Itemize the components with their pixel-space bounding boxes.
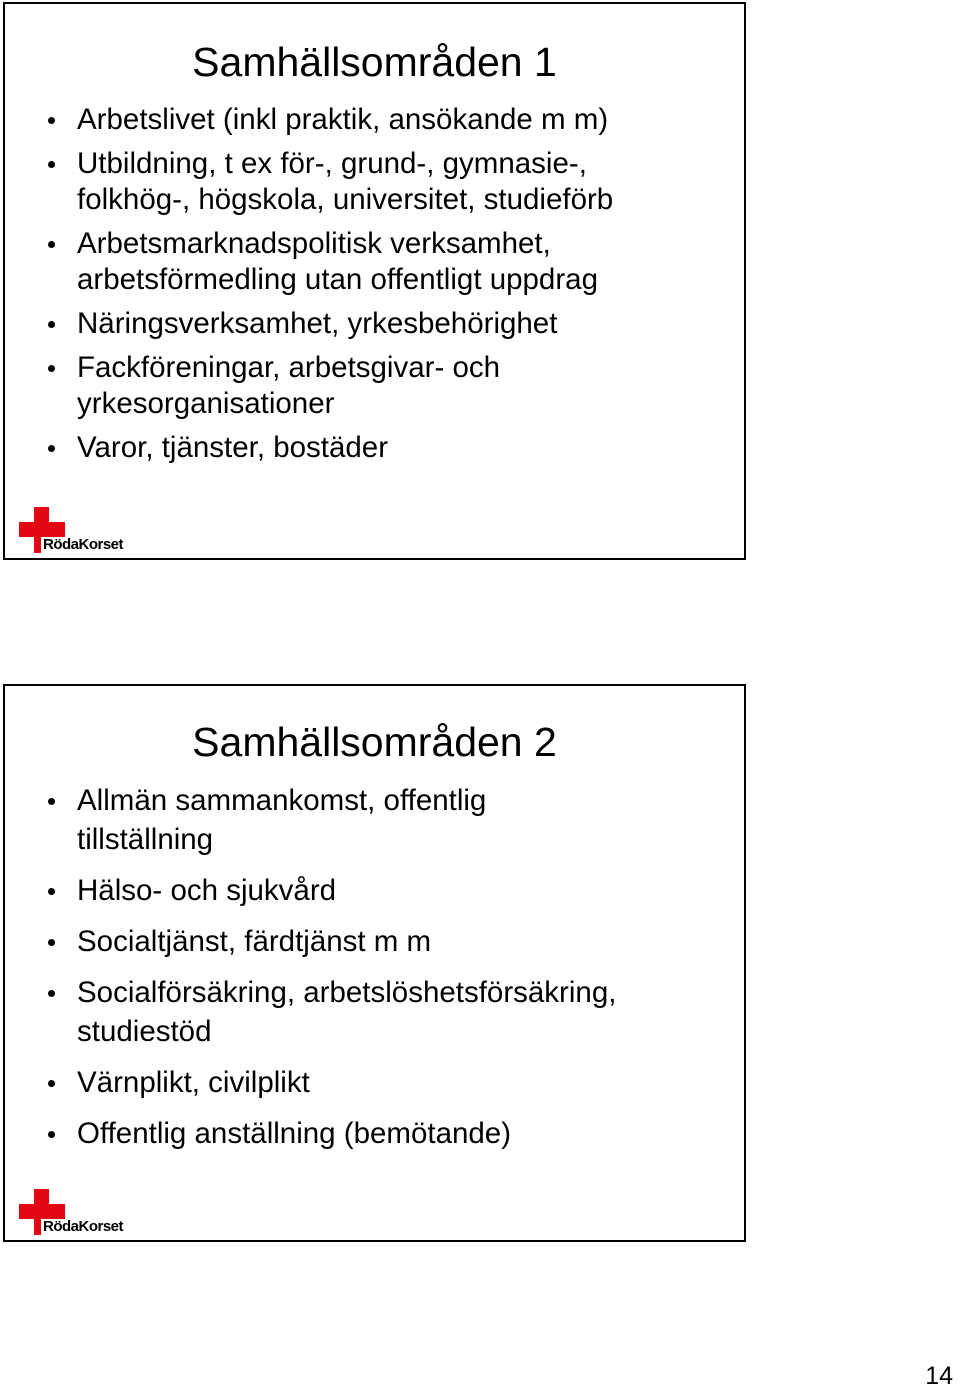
page-number: 14 <box>925 1362 953 1390</box>
bullet-icon <box>48 445 55 452</box>
list-item <box>5 226 744 298</box>
bullet-text: Socialtjänst, färdtjänst m m <box>77 925 432 958</box>
red-cross-logo <box>19 507 149 553</box>
list-item <box>5 973 744 1051</box>
bullet-text: Hälso- och sjukvård <box>77 874 337 907</box>
list-item <box>5 922 744 961</box>
slide-title: Samhällsområden 2 <box>192 719 557 765</box>
logo-text: RödaKorset <box>43 1218 124 1235</box>
bullet-icon <box>48 888 55 895</box>
bullet-icon <box>48 241 55 248</box>
bullet-list <box>5 781 744 1165</box>
bullet-text: Arbetsmarknadspolitisk verksamhet, arbetsförmedling utan offentligt uppdrag <box>77 227 598 296</box>
bullet-text: Värnplikt, civilplikt <box>77 1066 310 1099</box>
bullet-icon <box>48 365 55 372</box>
bullet-text: Allmän sammankomst, offentlig tillställning <box>77 784 487 856</box>
bullet-icon <box>48 939 55 946</box>
list-item <box>5 102 744 138</box>
bullet-text: Varor, tjänster, bostäder <box>77 431 389 464</box>
list-item <box>5 306 744 342</box>
bullet-icon <box>48 990 55 997</box>
slide-1 <box>3 2 746 560</box>
bullet-text: Fackföreningar, arbetsgivar- och yrkesorganisationer <box>77 351 501 420</box>
bullet-icon <box>48 1080 55 1087</box>
list-item <box>5 350 744 422</box>
list-item <box>5 1063 744 1102</box>
slide-title: Samhällsområden 1 <box>192 39 557 85</box>
list-item <box>5 430 744 466</box>
list-item <box>5 146 744 218</box>
bullet-icon <box>48 798 55 805</box>
list-item <box>5 781 744 859</box>
bullet-icon <box>48 161 55 168</box>
bullet-icon <box>48 1131 55 1138</box>
bullet-text: Offentlig anställning (bemötande) <box>77 1117 512 1150</box>
bullet-icon <box>48 321 55 328</box>
slide-2 <box>3 684 746 1242</box>
red-cross-logo <box>19 1189 149 1235</box>
bullet-list <box>5 102 744 474</box>
logo-text: RödaKorset <box>43 536 124 553</box>
bullet-text: Arbetslivet (inkl praktik, ansökande m m) <box>77 103 609 136</box>
list-item <box>5 1114 744 1153</box>
bullet-icon <box>48 117 55 124</box>
list-item <box>5 871 744 910</box>
bullet-text: Utbildning, t ex för-, grund-, gymnasie-, folkhög-, högskola, universitet, studieförb <box>77 147 614 216</box>
bullet-text: Näringsverksamhet, yrkesbehörighet <box>77 307 558 340</box>
bullet-text: Socialförsäkring, arbetslöshetsförsäkring, studiestöd <box>77 976 617 1048</box>
